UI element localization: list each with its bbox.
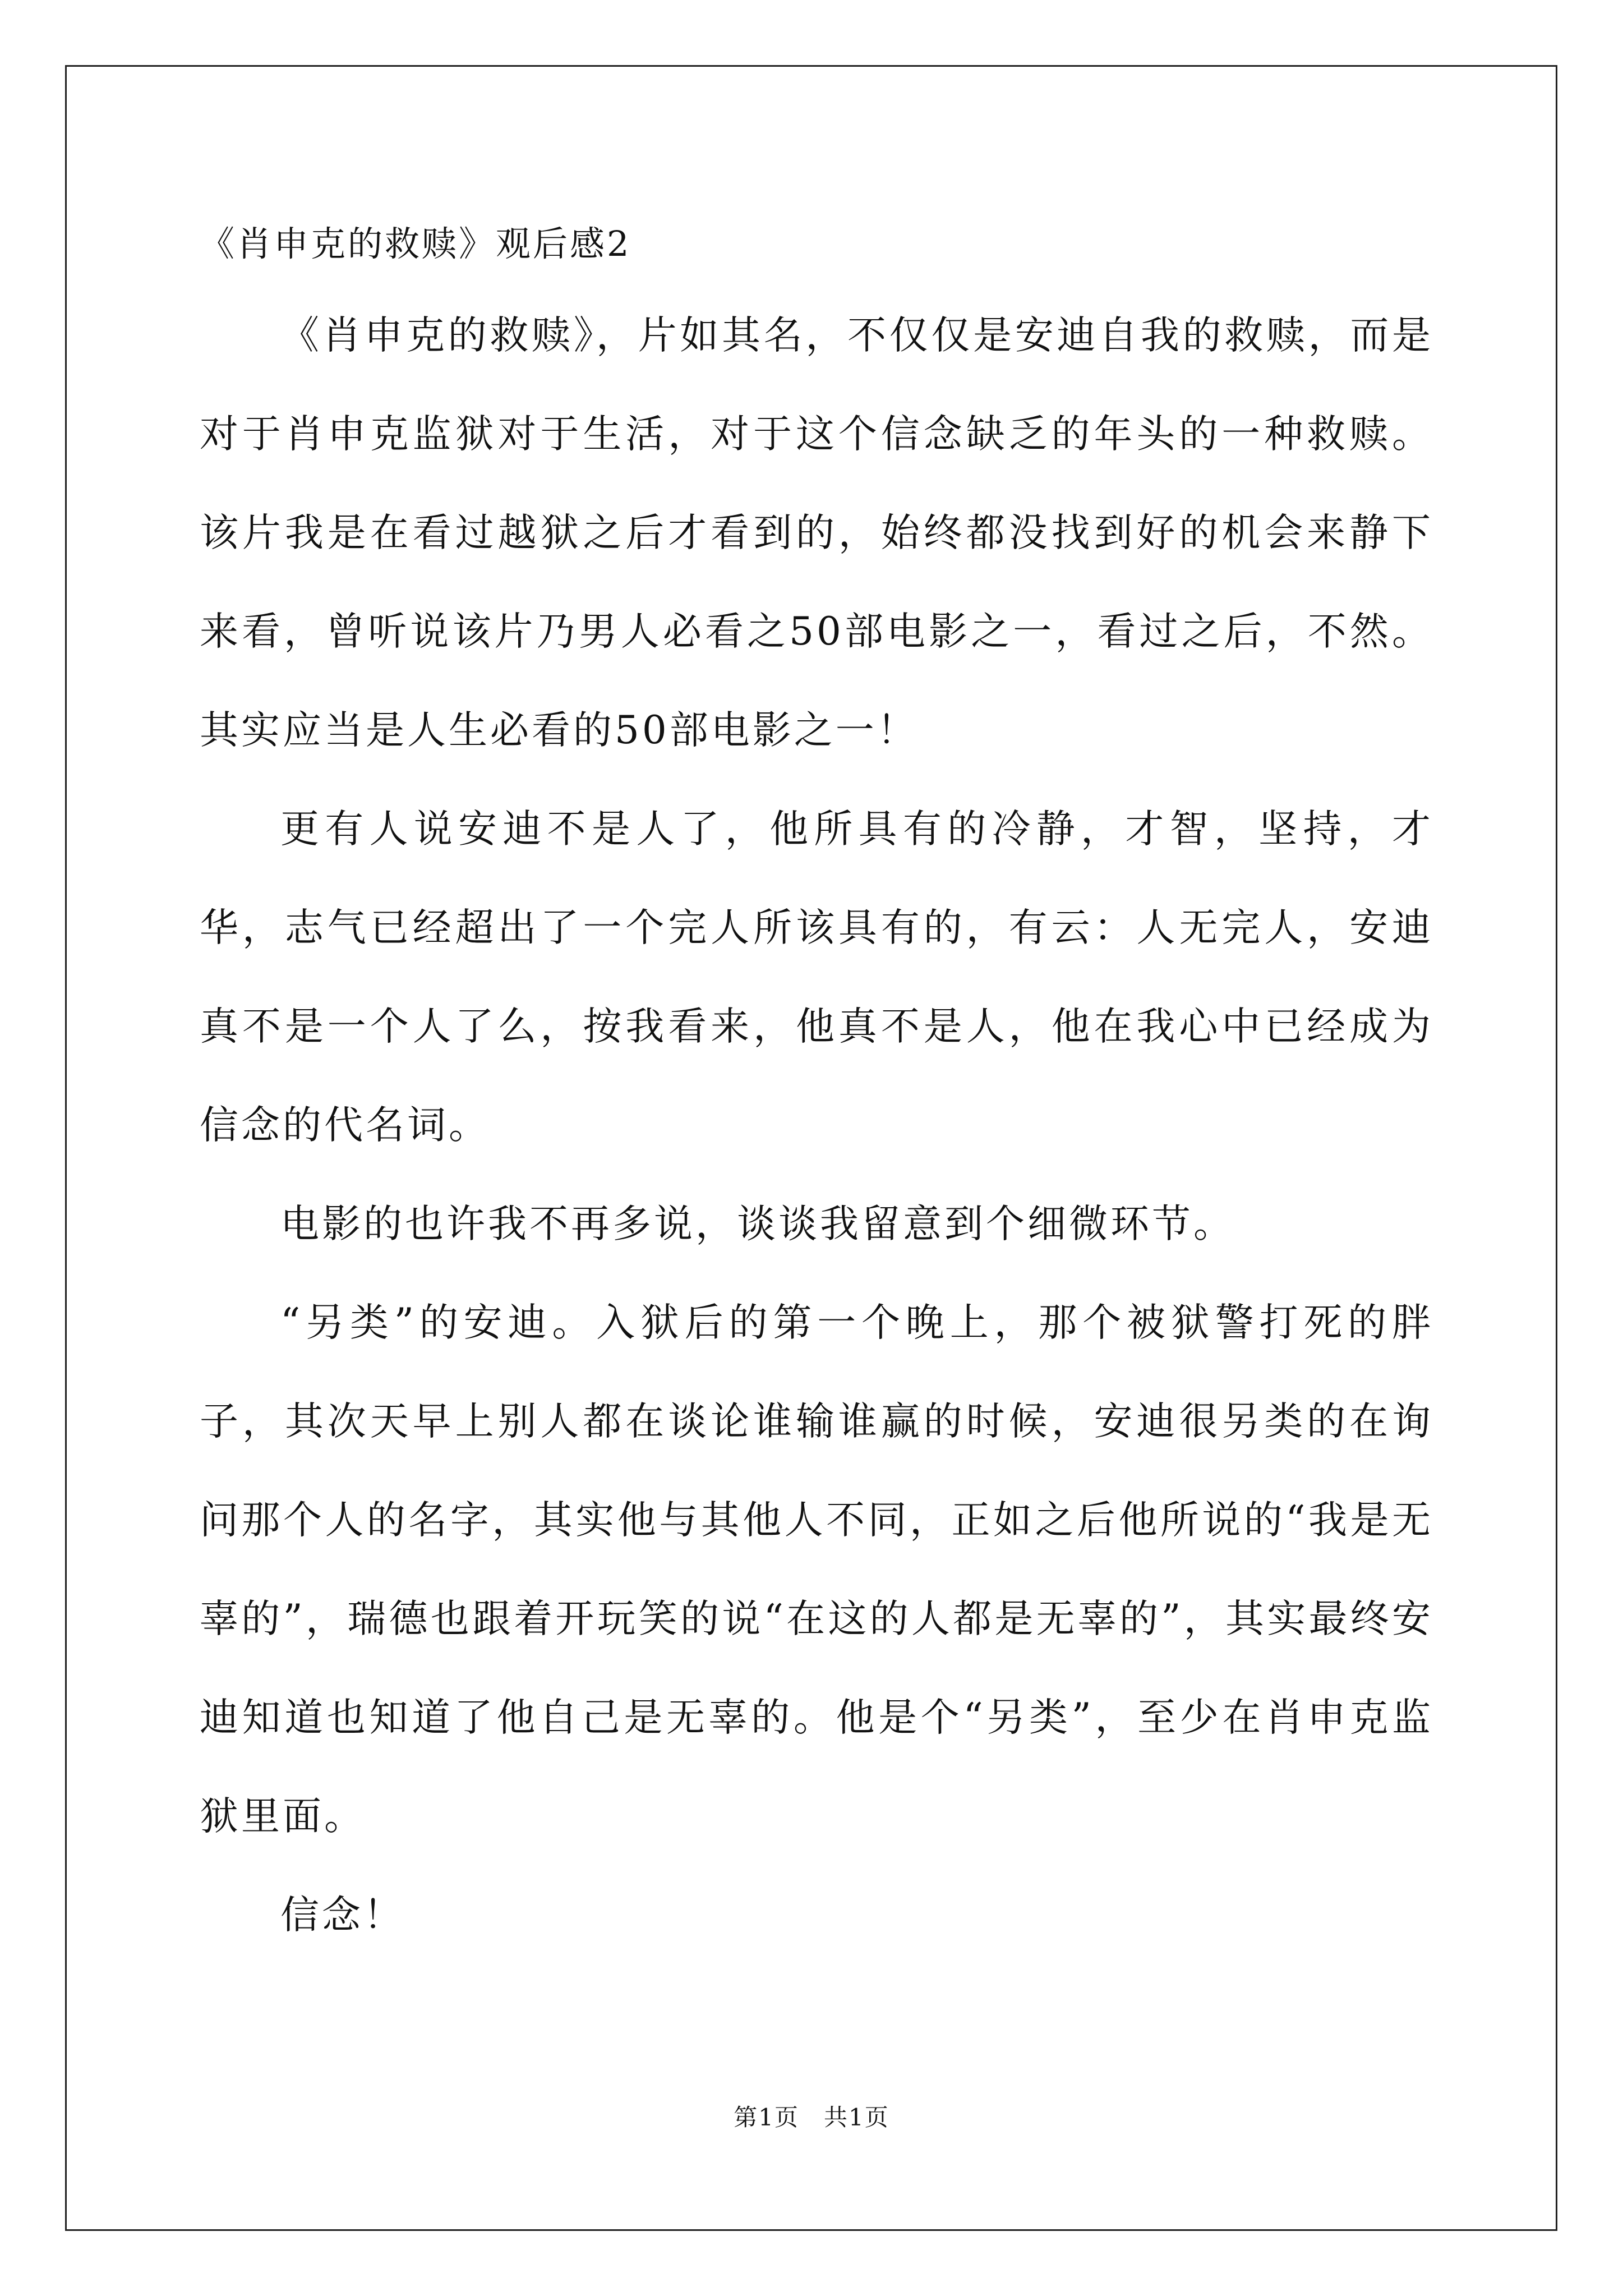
- document-title: 《肖申克的救赎》观后感2: [200, 223, 631, 264]
- paragraph-2: 更有人说安迪不是人了，他所具有的冷静，才智，坚持，才华，志气已经超出了一个完人所该具有的，有云：人无完人，安迪真不是一个人了么，按我看来，他真不是人，他在我心中已经成为信念的代名词。: [200, 807, 1433, 1148]
- paragraph-3: 电影的也许我不再多说，谈谈我留意到个细微环节。: [280, 1202, 1235, 1246]
- paragraph-5: 信念！: [280, 1893, 405, 1938]
- page-footer: 第1页 共1页: [734, 2104, 889, 2131]
- document-body: [200, 219, 1433, 1964]
- paragraph-1: 《肖申克的救赎》，片如其名，不仅仅是安迪自我的救赎，而是对于肖申克监狱对于生活，对于这个信念缺乏的年头的一种救赎。该片我是在看过越狱之后才看到的，始终都没找到好的机会来静下来看，曾听说该片乃男人必看之50部电影之一，看过之后，不然。其实应当是人生必看的50部电影之一！: [200, 313, 1433, 753]
- paragraph-4: “另类”的安迪。入狱后的第一个晚上，那个被狱警打死的胖子，其次天早上别人都在谈论谁输谁赢的时候，安迪很另类的在询问那个人的名字，其实他与其他人不同，正如之后他所说的“我是无辜的”，瑞德也跟着开玩笑的说“在这的人都是无辜的”，其实最终安迪知道也知道了他自己是无辜的。他是个“另类”，至少在肖申克监狱里面。: [200, 1300, 1433, 1839]
